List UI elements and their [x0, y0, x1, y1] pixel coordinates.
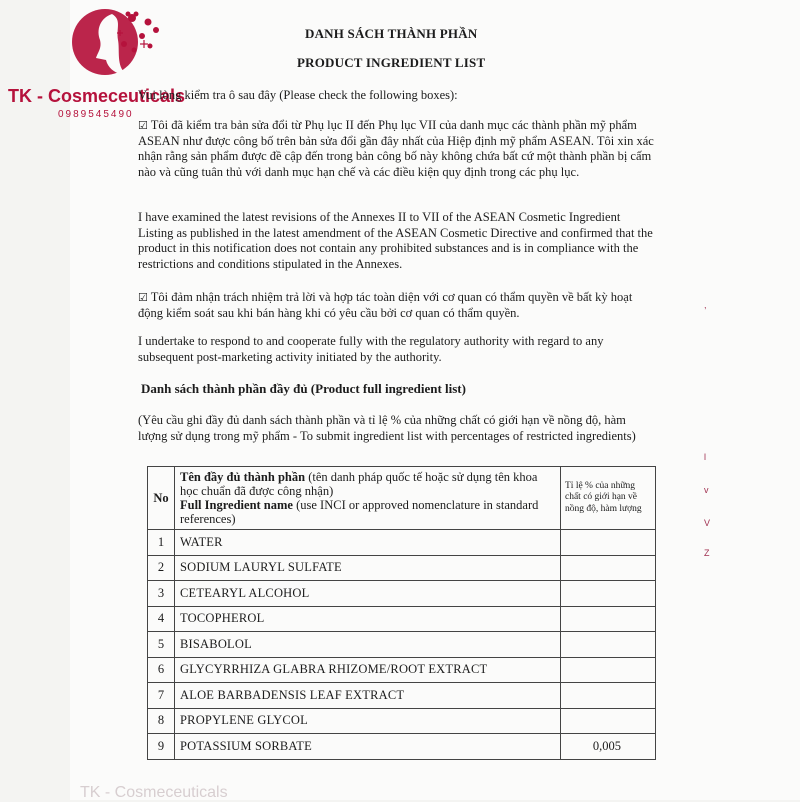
ingredient-name: CETEARYL ALCOHOL — [175, 581, 561, 607]
header-name-vi-bold: Tên đầy đủ thành phần — [180, 470, 306, 484]
row-number: 8 — [148, 708, 175, 734]
doc-title-en: PRODUCT INGREDIENT LIST — [297, 55, 486, 70]
ingredient-ratio — [561, 581, 656, 607]
page-edge-mark: , — [704, 300, 707, 310]
instruction-text: Vui lòng kiểm tra ô sau đây (Please check the following boxes): — [138, 88, 458, 102]
header-ingredient-name — [175, 467, 561, 530]
ingredient-ratio — [561, 530, 656, 556]
header-ratio: Tỉ lệ % của những chất có giới hạn về nồng độ, hàm lượng — [561, 467, 656, 530]
ingredient-ratio — [561, 657, 656, 683]
section-title: Danh sách thành phần đầy đủ (Product full ingredient list) — [141, 381, 466, 396]
doc-title-vi: DANH SÁCH THÀNH PHẦN — [305, 26, 478, 41]
ingredient-name: SODIUM LAURYL SULFATE — [175, 555, 561, 581]
declaration-vi-1 — [138, 118, 658, 180]
header-name-en-bold: Full Ingredient name — [180, 498, 293, 512]
table-header-row — [148, 467, 656, 530]
row-number: 7 — [148, 683, 175, 709]
ingredient-table — [147, 466, 656, 760]
declaration-vi-2 — [138, 290, 658, 321]
ingredient-name: TOCOPHEROL — [175, 606, 561, 632]
row-number: 3 — [148, 581, 175, 607]
header-name-en-rest: (use INCI or approved nomenclature in standard references) — [180, 498, 539, 526]
table-row — [148, 734, 656, 760]
row-number: 5 — [148, 632, 175, 658]
header-name-vi-rest: (tên danh pháp quốc tế hoặc sử dụng tên khoa học chuẩn đã được công nhận) — [180, 470, 538, 498]
row-number: 2 — [148, 555, 175, 581]
brand-name: TK - Cosmeceuticals — [8, 86, 186, 106]
page-edge-mark: l — [704, 452, 706, 462]
brand-phone: 0989545490 — [58, 109, 134, 120]
row-number: 1 — [148, 530, 175, 556]
header-no: No — [148, 467, 175, 530]
woman-flower-logo-icon — [60, 0, 220, 90]
declaration-vi-2-text: Tôi đảm nhận trách nhiệm trả lời và hợp tác toàn diện với cơ quan có thẩm quyền về bất kỳ hoạt động kiểm soát sau khi bán hàng khi có yêu cầu bởi cơ quan có thẩm quyền. — [138, 290, 633, 320]
table-row — [148, 555, 656, 581]
table-row — [148, 683, 656, 709]
page-edge-mark: Z — [704, 548, 710, 558]
checkbox-checked-icon: ☑ — [138, 291, 148, 304]
row-number: 4 — [148, 606, 175, 632]
section-note: (Yêu cầu ghi đầy đủ danh sách thành phần và tỉ lệ % của những chất có giới hạn về nồng độ, hàm lượng sử dụng trong mỹ phẩm - To submit ingredient list with percentages of restricted ingredients) — [138, 413, 636, 443]
declaration-vi-1-text: Tôi đã kiểm tra bản sửa đổi từ Phụ lục II đến Phụ lục VII của danh mục các thành phần mỹ phẩm ASEAN như được công bố trên bản sửa đổi gần đây nhất của Hiệp định mỹ phẩm ASEAN. Tôi xin xác nhận rằng sản phẩm được đề cập đến trong bản công bố này không chứa bất cứ một thành phần bị cấm nào và cũng tuân thủ với danh mục hạn chế và các điều kiện quy định trong các phụ lục. — [138, 118, 654, 179]
ingredient-table-body — [148, 530, 656, 760]
row-number: 6 — [148, 657, 175, 683]
ingredient-name: POTASSIUM SORBATE — [175, 734, 561, 760]
ingredient-ratio — [561, 555, 656, 581]
ingredient-ratio — [561, 683, 656, 709]
ingredient-name: ALOE BARBADENSIS LEAF EXTRACT — [175, 683, 561, 709]
watermark-text: TK - Cosmeceuticals — [80, 784, 228, 801]
row-number: 9 — [148, 734, 175, 760]
table-row — [148, 606, 656, 632]
declaration-en-1: I have examined the latest revisions of the Annexes II to VII of the ASEAN Cosmetic Ingredient Listing as published in the latest amendment of the ASEAN Cosmetic Directive and confirmed that the product in this notification does not contain any prohibited substances and is in compliance with the restrictions and conditions stipulated in the Annexes. — [138, 210, 653, 271]
ingredient-ratio — [561, 632, 656, 658]
ingredient-ratio — [561, 606, 656, 632]
ingredient-ratio — [561, 708, 656, 734]
ingredient-name: WATER — [175, 530, 561, 556]
table-row — [148, 657, 656, 683]
ingredient-ratio: 0,005 — [561, 734, 656, 760]
brand-logo — [0, 0, 240, 130]
ingredient-name: PROPYLENE GLYCOL — [175, 708, 561, 734]
ingredient-name: GLYCYRRHIZA GLABRA RHIZOME/ROOT EXTRACT — [175, 657, 561, 683]
checkbox-checked-icon: ☑ — [138, 119, 148, 132]
table-row — [148, 530, 656, 556]
table-row — [148, 708, 656, 734]
table-row — [148, 632, 656, 658]
page-edge-mark: v — [704, 485, 709, 495]
ingredient-name: BISABOLOL — [175, 632, 561, 658]
table-row — [148, 581, 656, 607]
declaration-en-2: I undertake to respond to and cooperate fully with the regulatory authority with regard to any subsequent post-marketing activity initiated by the authority. — [138, 334, 604, 364]
page-edge-mark: V — [704, 518, 711, 528]
